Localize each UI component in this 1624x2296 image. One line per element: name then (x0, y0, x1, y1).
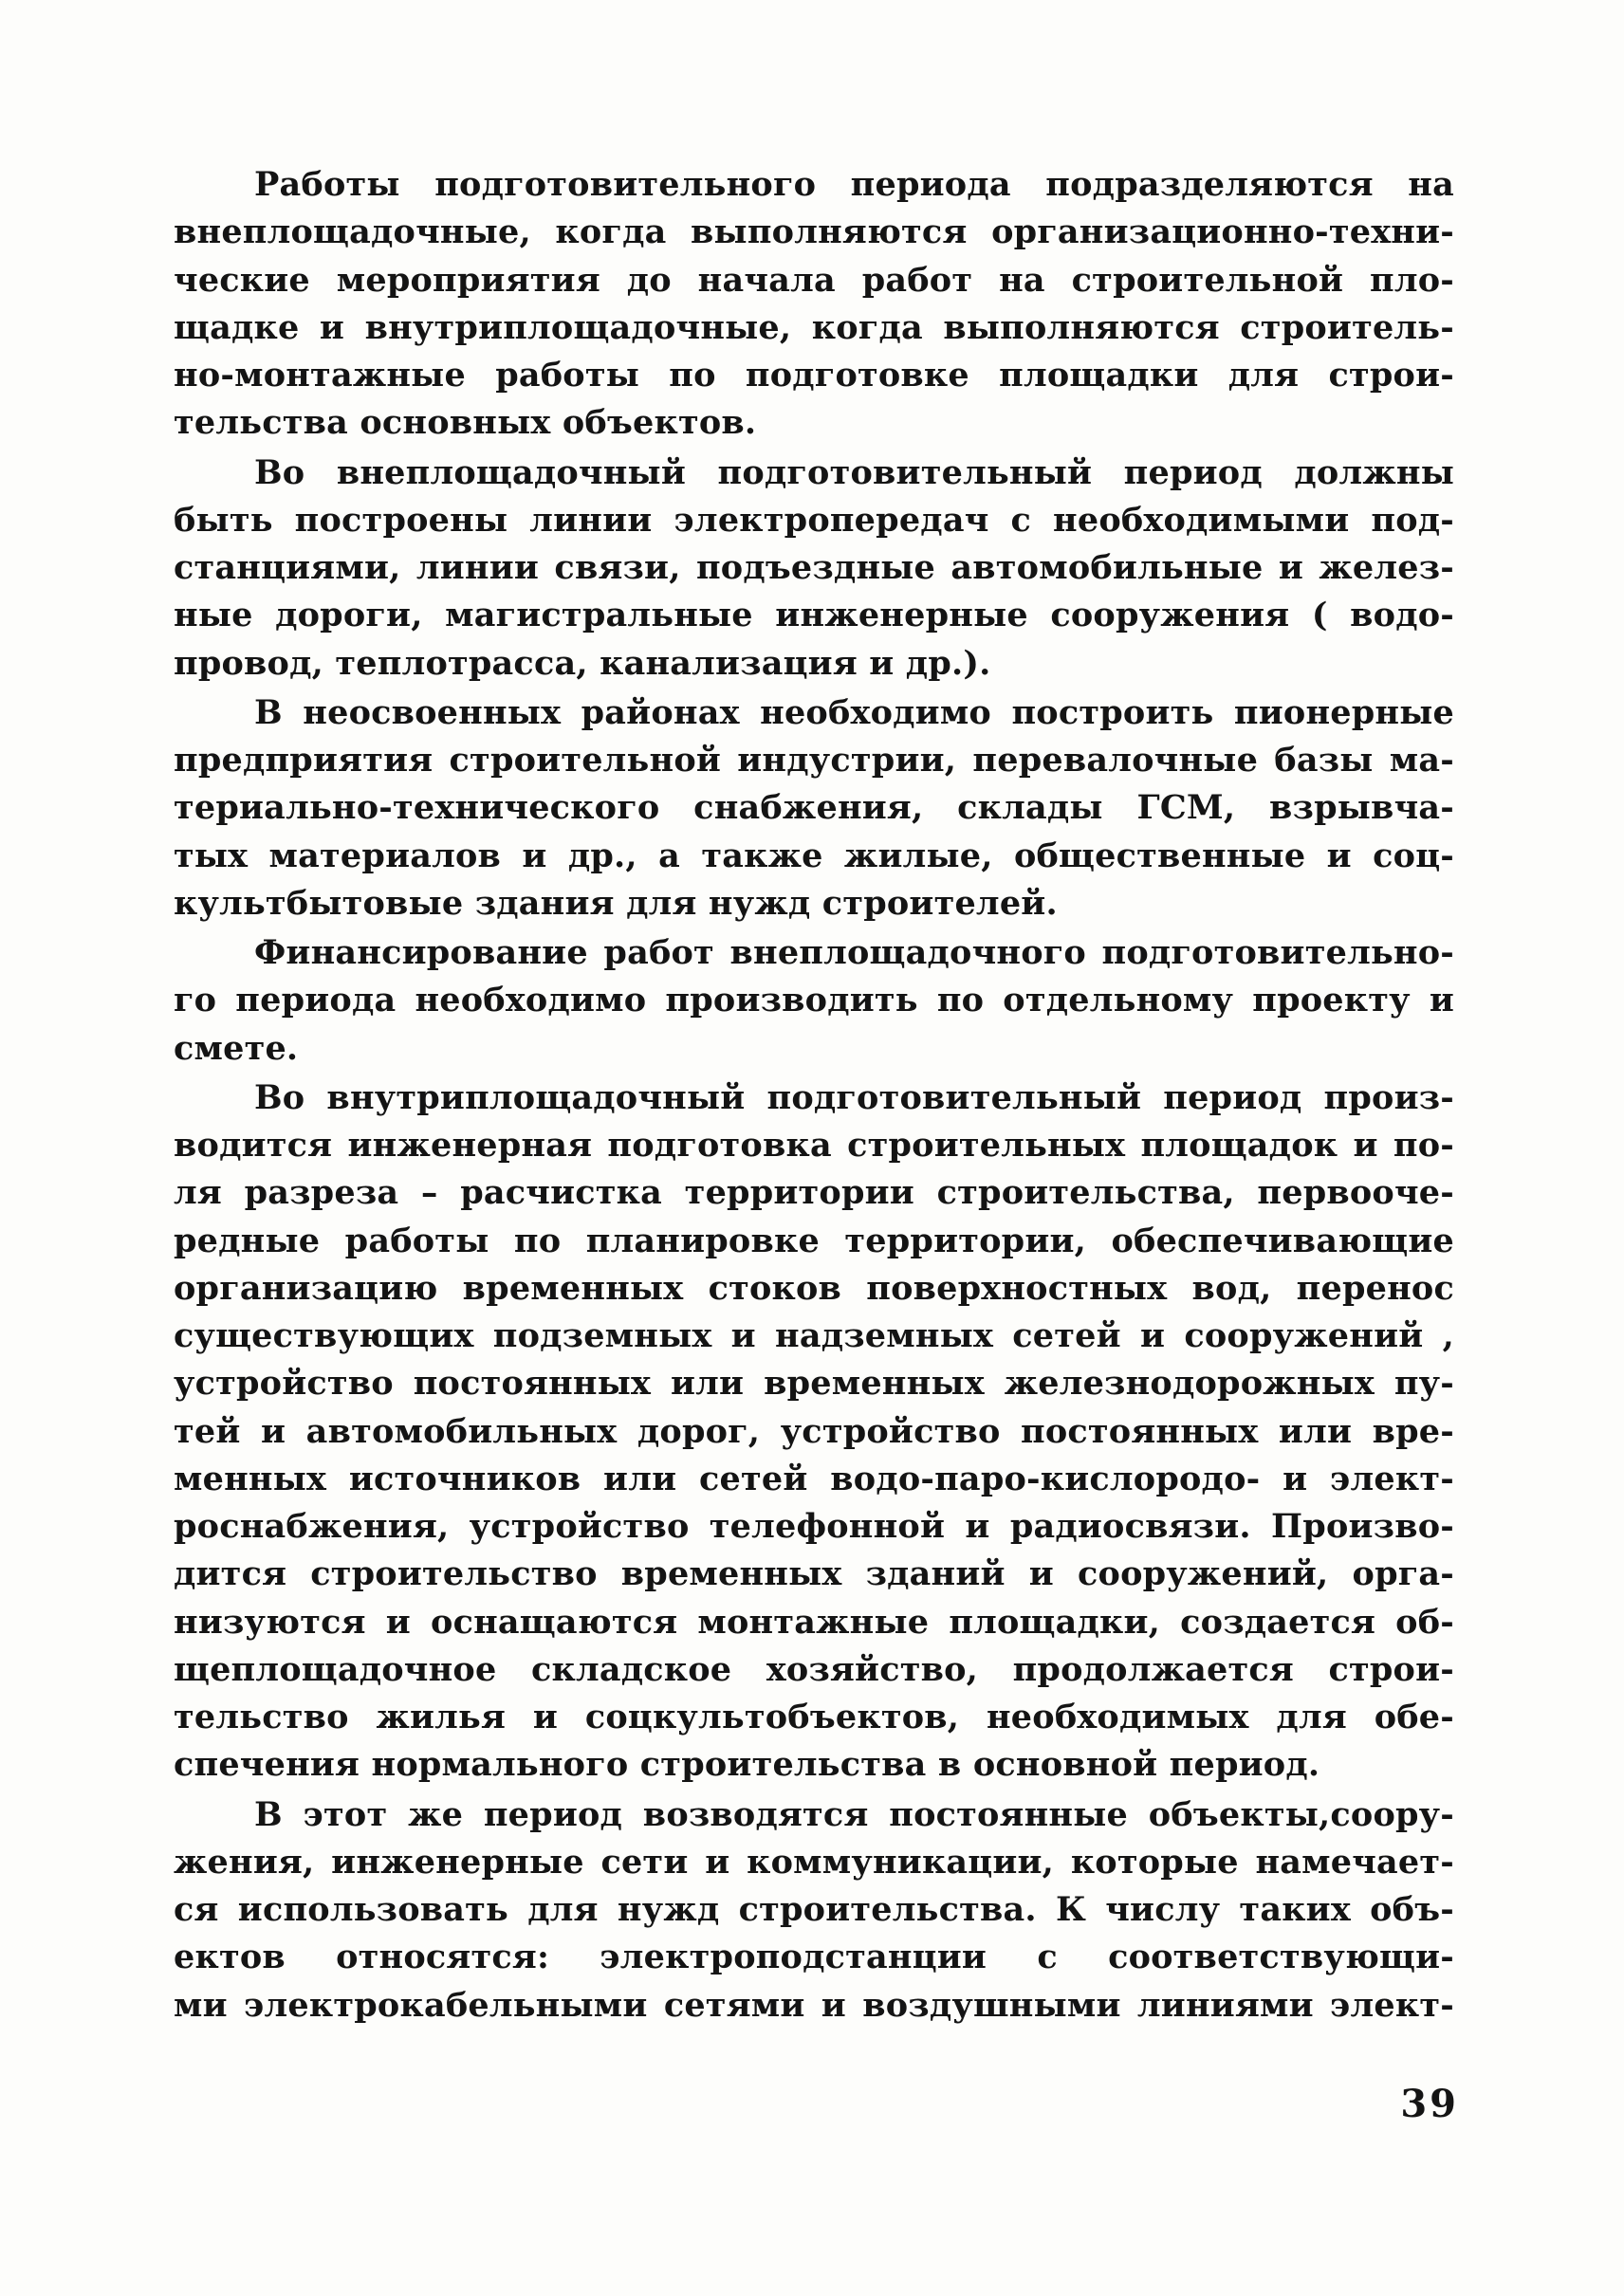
text-line: быть построены линии электропередач с необходимыми под- (174, 500, 1454, 540)
text-line: ектов относятся: электроподстанции с соответствующи- (174, 1938, 1454, 1977)
text-line: щадке и внутриплощадочные, когда выполняются строитель- (174, 307, 1454, 347)
text-line: низуются и оснащаются монтажные площадки, создается об- (174, 1602, 1454, 1642)
text-line: редные работы по планировке территории, обеспечивающие (174, 1221, 1454, 1260)
text-line: предприятия строительной индустрии, перевалочные базы ма- (174, 741, 1454, 780)
text-line: устройство постоянных или временных железнодорожных пу- (174, 1364, 1454, 1404)
text-line: В неосвоенных районах необходимо построить пионерные (254, 692, 1454, 732)
text-line: щеплощадочное складское хозяйство, продолжается строи- (174, 1649, 1454, 1689)
text-line: Во внеплощадочный подготовительный период должны (254, 452, 1454, 492)
text-line: менных источников или сетей водо-паро-кислородо- и элект- (174, 1459, 1454, 1498)
text-line: организацию временных стоков поверхностных вод, перенос (174, 1268, 1454, 1308)
text-line: существующих подземных и надземных сетей и сооружений , (174, 1316, 1454, 1355)
text-line: Работы подготовительного периода подразделяются на (254, 165, 1454, 204)
text-line: Во внутриплощадочный подготовительный период произ- (254, 1077, 1454, 1117)
text-line: ля разреза – расчистка территории строительства, первооче- (174, 1173, 1454, 1213)
text-line: Финансирование работ внеплощадочного подготовительно- (254, 933, 1454, 972)
text-line: териально-технического снабжения, склады ГСМ, взрывча- (174, 788, 1454, 828)
page-number: 39 (1400, 2082, 1459, 2126)
text-line: ные дороги, магистральные инженерные сооружения ( водо- (174, 596, 1454, 635)
text-line: культбытовые здания для нужд строителей. (174, 883, 1058, 923)
text-line: В этот же период возводятся постоянные объекты,соору- (254, 1794, 1454, 1834)
text-line: ческие мероприятия до начала работ на строительной пло- (174, 260, 1454, 300)
text-line: внеплощадочные, когда выполняются организационно-техни- (174, 212, 1454, 252)
text-line: ми электрокабельными сетями и воздушными линиями элект- (174, 1985, 1454, 2025)
text-line: жения, инженерные сети и коммуникации, которые намечает- (174, 1842, 1454, 1882)
text-line: водится инженерная подготовка строительных площадок и по- (174, 1126, 1454, 1165)
text-line: смете. (174, 1028, 299, 1068)
text-line: тельство жилья и соцкультобъектов, необходимых для обе- (174, 1698, 1454, 1736)
text-line: роснабжения, устройство телефонной и радиосвязи. Произво- (174, 1507, 1454, 1546)
text-line: спечения нормального строительства в основной период. (174, 1745, 1320, 1785)
text-line: тельства основных объектов. (174, 403, 757, 443)
text-line: провод, теплотрасса, канализация и др.). (174, 643, 991, 683)
text-line: тых материалов и др., а также жилые, общественные и соц- (174, 836, 1454, 875)
text-line: станциями, линии связи, подъездные автомобильные и желез- (174, 548, 1454, 587)
text-line: но-монтажные работы по подготовке площадки для строи- (174, 356, 1454, 395)
text-line: ся использовать для нужд строительства. К числу таких объ- (174, 1890, 1454, 1929)
body-text (174, 161, 1454, 2030)
text-line: тей и автомобильных дорог, устройство постоянных или вре- (174, 1411, 1454, 1451)
text-line: го периода необходимо производить по отдельному проекту и (174, 981, 1454, 1020)
text-line: дится строительство временных зданий и сооружений, орга- (174, 1554, 1454, 1594)
